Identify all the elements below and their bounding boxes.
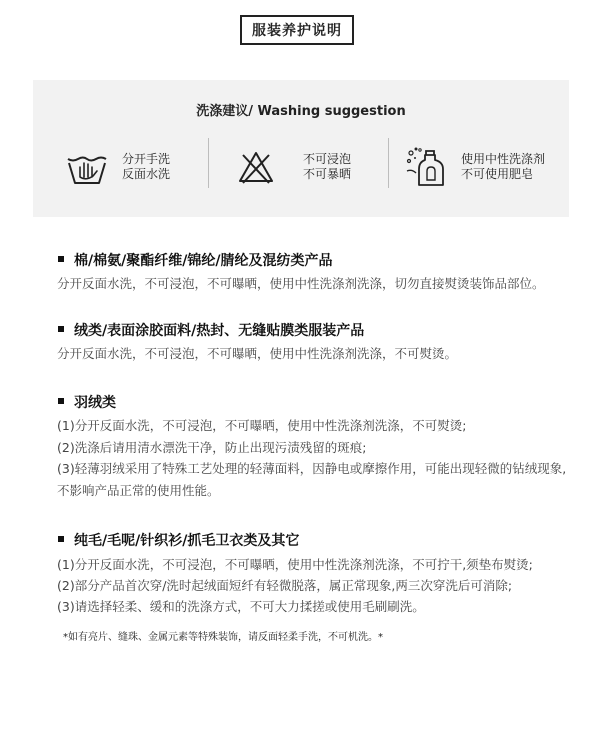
section-text: 分开反面水洗，不可浸泡，不可曝晒，使用中性洗涤剂洗涤，不可熨烫。 [57, 346, 458, 361]
divider [388, 138, 389, 188]
section-title: 棉/棉氨/聚酯纤维/锦纶/腈纶及混纺类产品 [58, 250, 332, 270]
page-title: 服装养护说明 [240, 15, 354, 45]
section-text: (1)分开反面水洗，不可浸泡，不可曝晒，使用中性洗涤剂洗涤，不可拧干,须垫布熨烫; [57, 557, 533, 572]
section-title: 羽绒类 [58, 392, 116, 412]
wash-line-2: 不可暴晒 [303, 167, 352, 181]
divider [208, 138, 209, 188]
section-text: (2)部分产品首次穿/洗时起绒面短纤有轻微脱落，属正常现象,两三次穿洗后可消除; [57, 578, 513, 593]
wash-line-1: 使用中性洗涤剂 [461, 152, 546, 166]
bullet-icon [58, 536, 64, 542]
section-text: (1)分开反面水洗，不可浸泡，不可曝晒，使用中性洗涤剂洗涤，不可熨烫; [57, 418, 467, 433]
section-text: (2)洗涤后请用清水漂洗干净，防止出现污渍残留的斑痕; [57, 440, 367, 455]
no-bleach-icon [237, 147, 275, 187]
section-title: 绒类/表面涂胶面料/热封、无缝贴膜类服装产品 [58, 320, 364, 340]
washing-heading: 洗涤建议/ Washing suggestion [196, 104, 406, 119]
washing-suggestion-panel [33, 80, 569, 217]
section-text: 不影响产品正常的使用性能。 [57, 483, 220, 498]
bullet-icon [58, 398, 64, 404]
detergent-bottle-icon [405, 145, 447, 189]
bullet-icon [58, 256, 64, 262]
section-text: (3)轻薄羽绒采用了特殊工艺处理的轻薄面料，因静电或摩擦作用，可能出现轻微的钻绒现象, [57, 461, 567, 476]
section-text: (3)请选择轻柔、缓和的洗涤方式，不可大力揉搓或使用毛刷刷洗。 [57, 599, 425, 614]
wash-line-2: 不可使用肥皂 [461, 167, 534, 181]
section-title: 纯毛/毛呢/针织衫/抓毛卫衣类及其它 [58, 530, 299, 550]
wash-item-no-soak [237, 142, 351, 192]
section-text: 分开反面水洗，不可浸泡，不可曝晒，使用中性洗涤剂洗涤，切勿直接熨烫装饰品部位。 [57, 276, 545, 291]
wash-item-detergent [405, 142, 545, 192]
hand-wash-icon [65, 147, 109, 187]
footnote: *如有亮片、缝珠、金属元素等特殊装饰，请反面轻柔手洗，不可机洗。* [63, 632, 383, 643]
wash-line-1: 不可浸泡 [303, 152, 352, 166]
wash-line-2: 反面水洗 [122, 167, 171, 181]
wash-item-hand-wash [65, 142, 170, 192]
bullet-icon [58, 326, 64, 332]
wash-line-1: 分开手洗 [122, 152, 171, 166]
